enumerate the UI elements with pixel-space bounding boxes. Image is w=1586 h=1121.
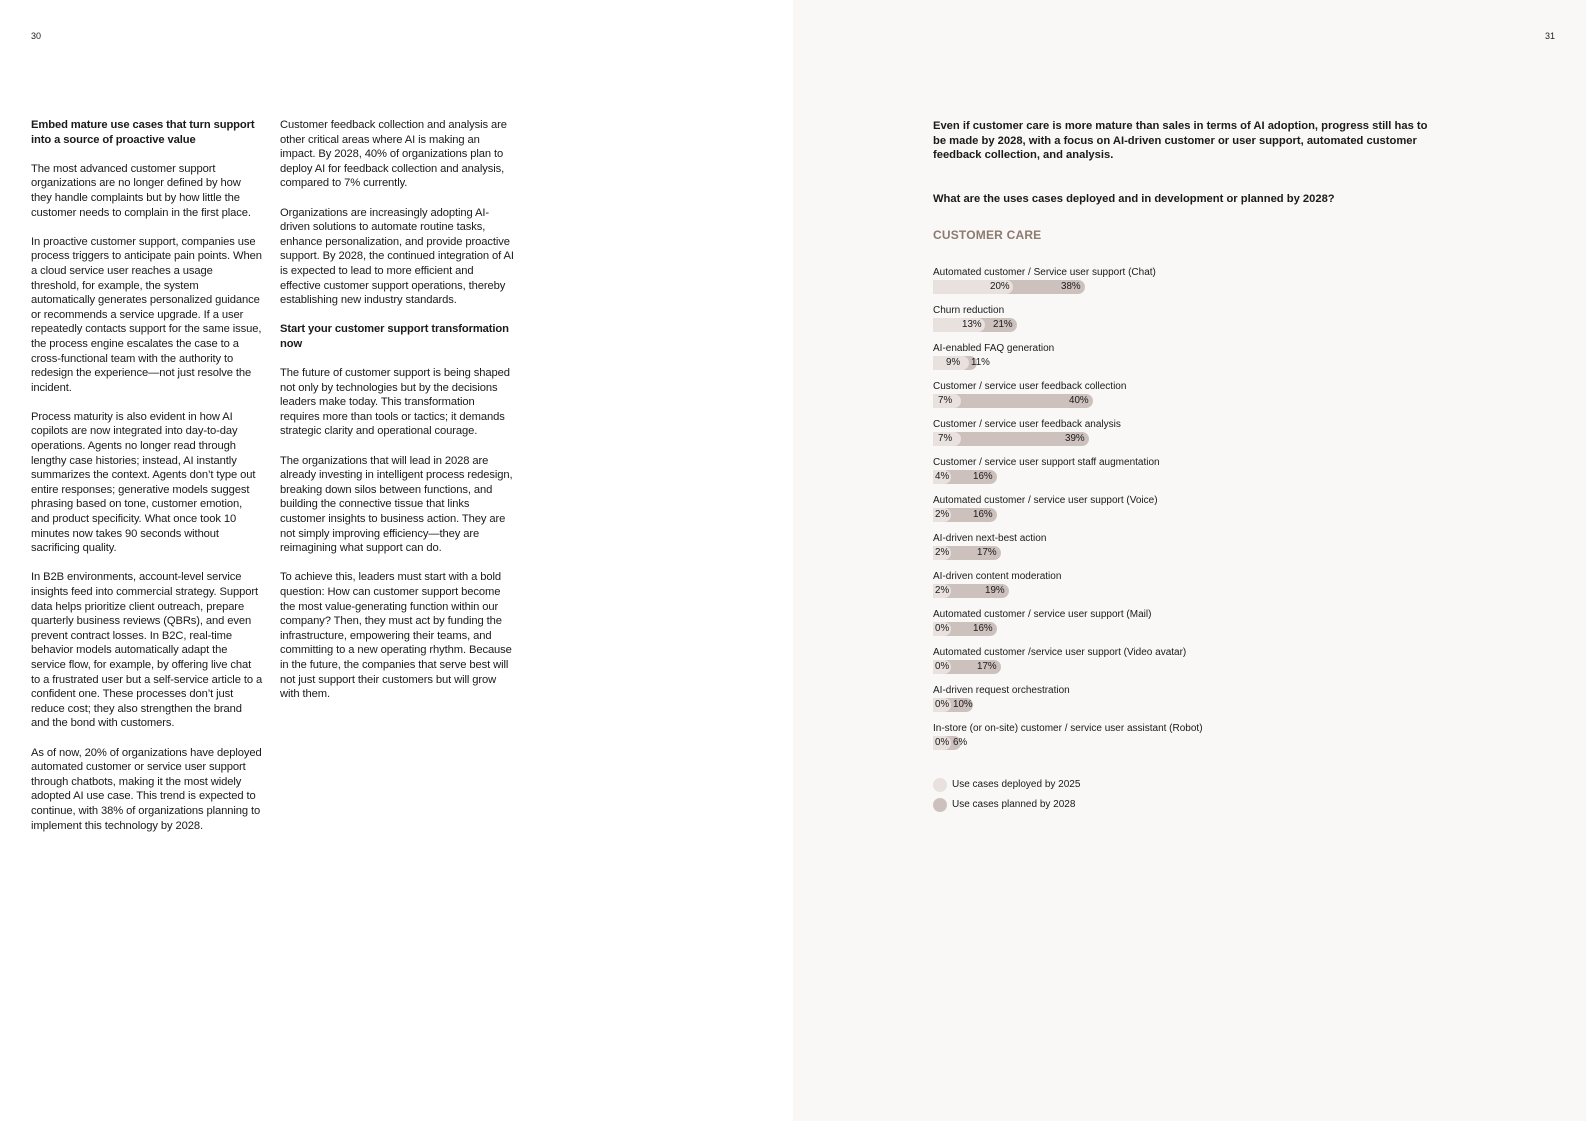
value-label-deployed: 20% (990, 281, 1010, 292)
text-column-1 (31, 118, 263, 848)
value-label-planned: 39% (1065, 433, 1085, 444)
chart-row (933, 381, 1453, 419)
legend-label: Use cases planned by 2028 (952, 799, 1076, 810)
value-label-planned: 19% (985, 585, 1005, 596)
value-label-planned: 21% (993, 319, 1013, 330)
chart-row (933, 685, 1453, 723)
use-case-bar-chart (933, 267, 1453, 761)
value-label-deployed: 7% (938, 433, 953, 444)
bar-track (933, 622, 1333, 636)
bar-track (933, 318, 1333, 332)
value-label-planned: 16% (973, 509, 993, 520)
bar-track (933, 584, 1333, 598)
bar-track (933, 660, 1333, 674)
value-label-deployed: 2% (935, 547, 950, 558)
bar-track (933, 470, 1333, 484)
value-label-planned: 16% (973, 471, 993, 482)
bar-track (933, 280, 1333, 294)
chart-row (933, 267, 1453, 305)
chart-row (933, 533, 1453, 571)
bar-track (933, 508, 1333, 522)
value-label-deployed: 0% (935, 699, 950, 710)
text-column-2 (280, 118, 514, 716)
value-label-deployed: 2% (935, 509, 950, 520)
category-label: AI-driven request orchestration (933, 685, 1070, 696)
paragraph: Customer feedback collection and analysis are other critical areas where AI is making an impact. By 2028, 40% of organizations plan to deploy AI for feedback collection and analysis, compared to 7% currently. (280, 119, 507, 190)
category-label: AI-driven content moderation (933, 571, 1062, 582)
value-label-deployed: 0% (935, 623, 950, 634)
section-heading: Embed mature use cases that turn support into a source of proactive value (31, 119, 255, 146)
value-label-planned: 17% (977, 547, 997, 558)
value-label-deployed: 13% (962, 319, 982, 330)
chart-row (933, 343, 1453, 381)
paragraph: As of now, 20% of organizations have deployed automated customer or service user support through chatbots, making it the most widely adopted AI use case. This trend is expected to continue, with 38% of organizations planning to implement this technology by 2028. (31, 746, 262, 832)
value-label-deployed: 9% (946, 357, 961, 368)
value-label-planned: 17% (977, 661, 997, 672)
value-label-deployed: 0% (935, 737, 950, 748)
legend-swatch (933, 798, 947, 812)
chart-row (933, 609, 1453, 647)
chart-row (933, 571, 1453, 609)
legend-swatch (933, 778, 947, 792)
paragraph: Organizations are increasingly adopting AI-driven solutions to automate routine tasks, enhance personalization, and provide proactive support. By 2028, the continued integration of AI is expected to lead to more efficient and effective customer support operations, thereby establishing new industry standards. (280, 206, 514, 307)
value-label-deployed: 4% (935, 471, 950, 482)
category-label: Automated customer / service user support (Voice) (933, 495, 1158, 506)
paragraph: The future of customer support is being shaped not only by technologies but by the decisions leaders make today. This transformation requires more than tools or tactics; it demands strategic clarity and operational courage. (280, 367, 510, 438)
paragraph: The organizations that will lead in 2028 are already investing in intelligent process redesign, breaking down silos between functions, and building the connective tissue that links customer insights to business action. They are not simply improving efficiency—they are reimagining what support can do. (280, 454, 513, 555)
value-label-planned: 11% (971, 357, 990, 368)
category-label: Automated customer / service user support (Mail) (933, 609, 1152, 620)
value-label-deployed: 7% (938, 395, 953, 406)
bar-track (933, 394, 1333, 408)
intro-statement: Even if customer care is more mature than sales in terms of AI adoption, progress still has to be made by 2028, with a focus on AI-driven customer or user support, automated customer feedback collection, and analysis. (933, 120, 1428, 162)
paragraph: In B2B environments, account-level service insights feed into commercial strategy. Support data helps prioritize client outreach, prepare quarterly business reviews (QBRs), and even prevent contract losses. In B2C, real-time behavior models automatically adapt the service flow, for example, by offering live chat to a frustrated user but a self-service article to a confident one. These processes don’t just reduce cost; they also strengthen the brand and the bond with customers. (31, 571, 263, 730)
category-label: Automated customer /service user support (Video avatar) (933, 647, 1187, 658)
chart-row (933, 495, 1453, 533)
paragraph: In proactive customer support, companies use process triggers to anticipate pain points. When a cloud service user reaches a usage threshold, for example, the system automatically generates personalized guidance or recommends a service upgrade. If a user repeatedly contacts support for the same issue, the process engine escalates the case to a cross-functional team with the authority to redesign the experience—not just resolve the incident. (31, 235, 262, 394)
category-label: AI-driven next-best action (933, 533, 1047, 544)
chart-row (933, 305, 1453, 343)
bar-track (933, 356, 1333, 370)
bar-track (933, 698, 1333, 712)
chart-row (933, 647, 1453, 685)
category-label: AI-enabled FAQ generation (933, 343, 1055, 354)
category-label: Automated customer / Service user support (Chat) (933, 267, 1156, 278)
bar-track (933, 432, 1333, 446)
page-number: 31 (1544, 31, 1555, 41)
value-label-planned: 38% (1061, 281, 1081, 292)
bar-track (933, 546, 1333, 560)
value-label-planned: 10% (953, 699, 973, 710)
value-label-planned: 6% (953, 737, 968, 748)
category-label: In-store (or on-site) customer / service user assistant (Robot) (933, 723, 1203, 734)
value-label-deployed: 0% (935, 661, 950, 672)
paragraph: Process maturity is also evident in how AI copilots are now integrated into day-to-day operations. Agents no longer read through lengthy case histories; instead, AI instantly summarizes the context. Agents don’t type out entire responses; generative models suggest phrasing based on tone, customer emotion, and product specificity. What once took 10 minutes now takes 90 seconds without sacrificing quality. (31, 410, 256, 555)
page-number: 30 (31, 31, 42, 41)
bar-track (933, 736, 1333, 750)
category-label: Customer / service user support staff augmentation (933, 457, 1160, 468)
category-label: Customer / service user feedback analysis (933, 419, 1121, 430)
right-page (793, 0, 1586, 1121)
legend-label: Use cases deployed by 2025 (952, 779, 1081, 790)
paragraph: The most advanced customer support organizations are no longer defined by how they handle complaints but by how little the customer needs to complain in the first place. (31, 162, 251, 219)
chart-row (933, 723, 1453, 761)
section-heading: Start your customer support transformation now (280, 323, 509, 350)
value-label-planned: 40% (1069, 395, 1089, 406)
value-label-planned: 16% (973, 623, 993, 634)
section-title: CUSTOMER CARE (933, 228, 1042, 242)
chart-question: What are the uses cases deployed and in development or planned by 2028? (933, 193, 1335, 205)
chart-row (933, 457, 1453, 495)
paragraph: To achieve this, leaders must start with a bold question: How can customer support become the most value-generating function within our company? Then, they must act by funding the infrastructure, empowering their teams, and committing to a new operating rhythm. Because in the future, the companies that serve best will not just support their customers but will grow with them. (280, 571, 512, 701)
chart-row (933, 419, 1453, 457)
value-label-deployed: 2% (935, 585, 950, 596)
category-label: Customer / service user feedback collection (933, 381, 1127, 392)
category-label: Churn reduction (933, 305, 1005, 316)
